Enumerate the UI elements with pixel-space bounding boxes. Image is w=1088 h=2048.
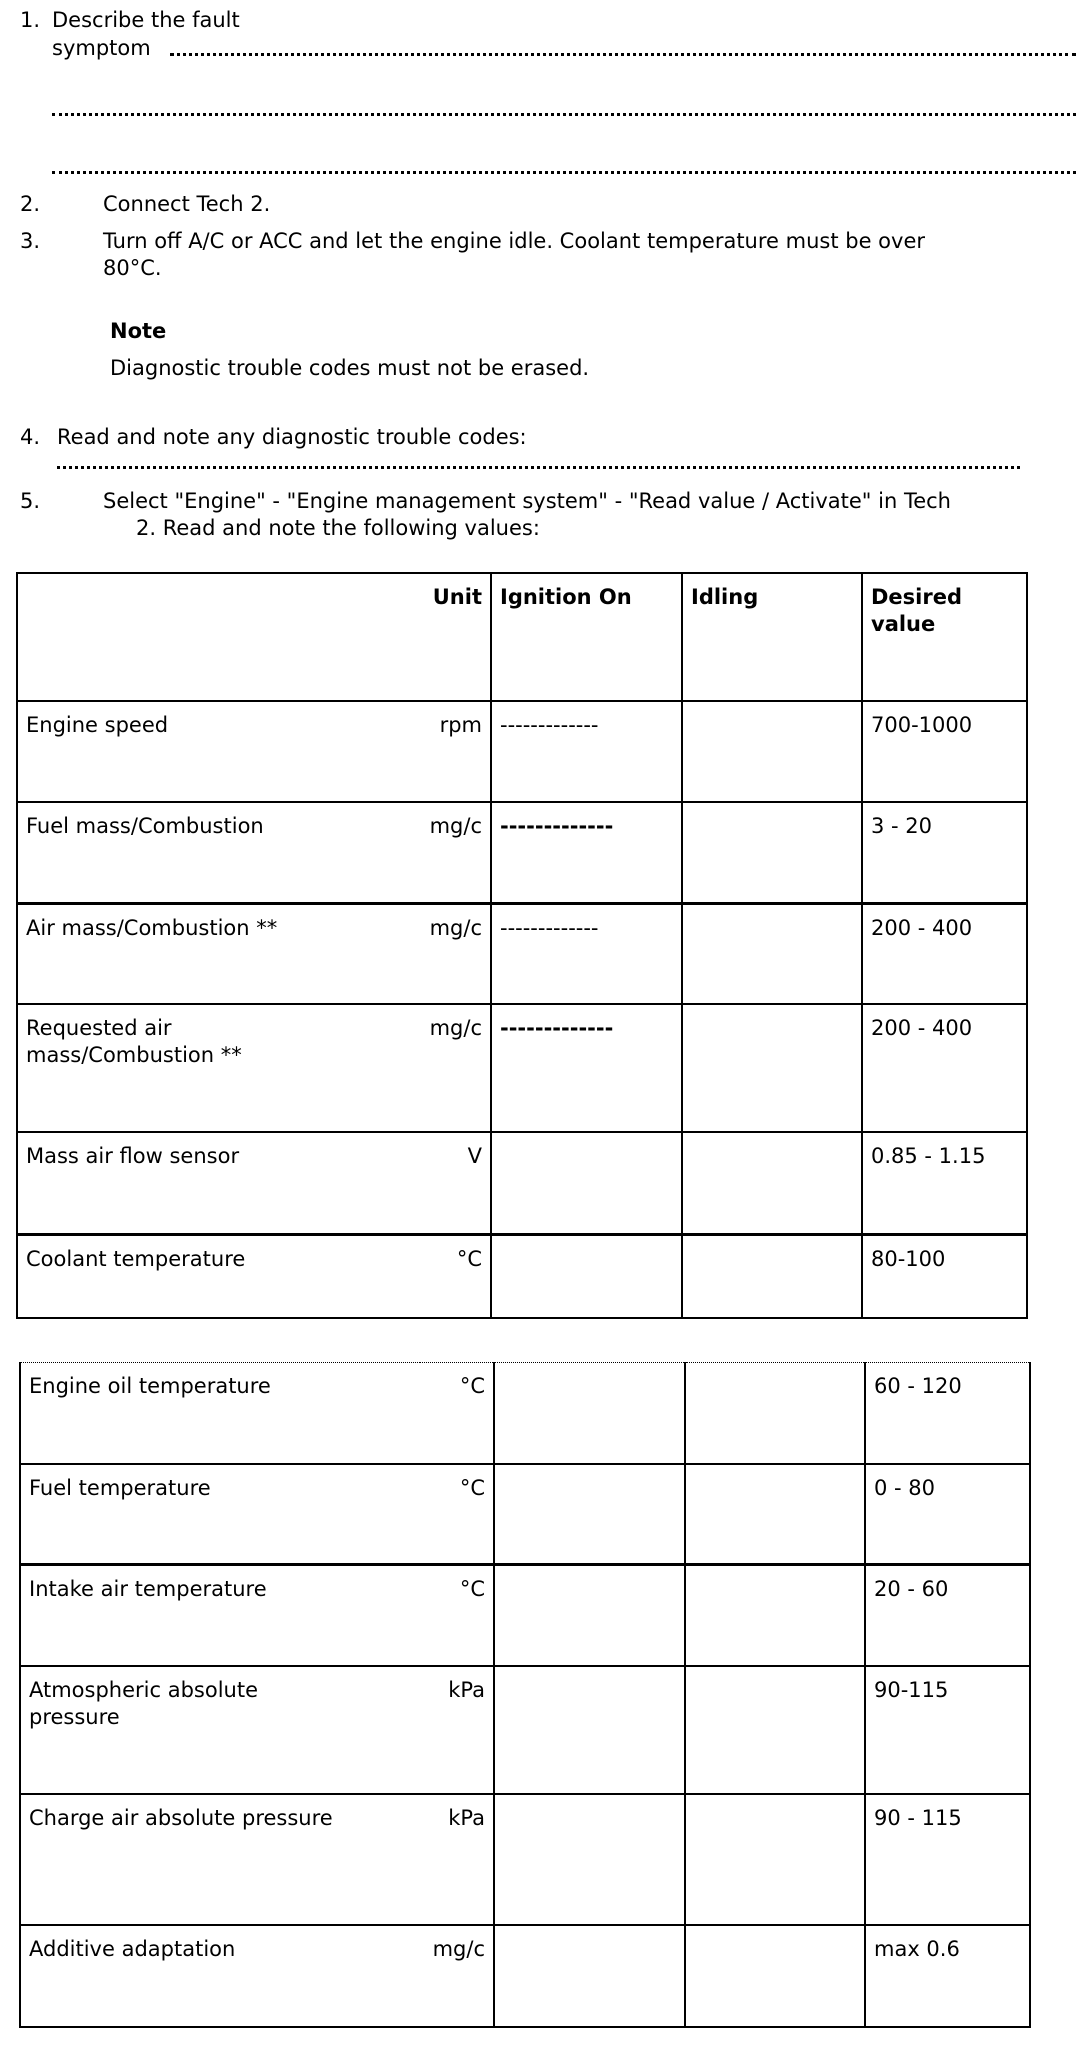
values-table-2 xyxy=(19,1362,1031,2028)
row-unit: mg/c xyxy=(420,1925,494,2027)
row-idling-value[interactable] xyxy=(685,1794,865,1925)
row-idling-value[interactable] xyxy=(682,1132,862,1234)
step-5-text-line2: 2. Read and note the following values: xyxy=(136,516,540,540)
row-unit: mg/c xyxy=(417,802,491,903)
row-parameter: Coolant temperature xyxy=(17,1234,417,1318)
step-3-number: 3. xyxy=(20,229,41,253)
table-row xyxy=(17,1004,1027,1132)
fault-symptom-line-2[interactable] xyxy=(52,113,1076,116)
table-row xyxy=(20,1565,1030,1666)
table-row xyxy=(17,903,1027,1004)
fault-symptom-line-3[interactable] xyxy=(52,171,1076,174)
row-ignition-value[interactable] xyxy=(494,1565,685,1666)
row-idling-value[interactable] xyxy=(682,1004,862,1132)
row-unit: °C xyxy=(420,1464,494,1565)
trouble-codes-line[interactable] xyxy=(57,466,1020,469)
table-header-row xyxy=(17,573,1027,701)
table-row xyxy=(17,701,1027,802)
row-parameter-line1: Requested air xyxy=(26,1016,172,1040)
row-unit: °C xyxy=(417,1234,491,1318)
row-ignition-value[interactable] xyxy=(491,1234,682,1318)
row-idling-value[interactable] xyxy=(685,1363,865,1464)
row-desired-value: 90 - 115 xyxy=(865,1794,1030,1925)
row-ignition-value[interactable]: ------------- xyxy=(491,802,682,903)
row-ignition-value[interactable] xyxy=(494,1363,685,1464)
step-2-text: Connect Tech 2. xyxy=(103,192,271,216)
row-idling-value[interactable] xyxy=(682,1234,862,1318)
row-unit: mg/c xyxy=(417,1004,491,1132)
row-parameter: Engine speed xyxy=(17,701,417,802)
header-parameter-cell xyxy=(17,573,417,701)
values-table-1 xyxy=(16,572,1028,1319)
row-parameter xyxy=(17,1004,417,1132)
step-3-text-line2: 80°C. xyxy=(103,256,162,280)
step-5-text-line1: Select "Engine" - "Engine management system" - "Read value / Activate" in Tech xyxy=(103,489,951,513)
row-idling-value[interactable] xyxy=(685,1464,865,1565)
row-idling-value[interactable] xyxy=(682,802,862,903)
row-parameter: Fuel mass/Combustion xyxy=(17,802,417,903)
row-ignition-value[interactable] xyxy=(491,1132,682,1234)
table-row xyxy=(20,1925,1030,2027)
row-unit: kPa xyxy=(420,1794,494,1925)
row-unit: V xyxy=(417,1132,491,1234)
row-ignition-value[interactable] xyxy=(494,1794,685,1925)
row-ignition-value[interactable]: ------------- xyxy=(491,903,682,1004)
row-unit: kPa xyxy=(420,1666,494,1794)
table-row xyxy=(20,1794,1030,1925)
row-ignition-value[interactable] xyxy=(494,1464,685,1565)
row-desired-value: 60 - 120 xyxy=(865,1363,1030,1464)
row-parameter: Air mass/Combustion ** xyxy=(17,903,417,1004)
row-unit: mg/c xyxy=(417,903,491,1004)
row-desired-value: 80-100 xyxy=(862,1234,1027,1318)
step-1-number: 1. xyxy=(20,8,41,32)
header-desired-line2: value xyxy=(871,612,936,636)
table-row xyxy=(17,1234,1027,1318)
row-parameter: Charge air absolute pressure xyxy=(20,1794,420,1925)
row-ignition-value[interactable]: ------------- xyxy=(491,1004,682,1132)
row-desired-value: 90-115 xyxy=(865,1666,1030,1794)
row-unit: rpm xyxy=(417,701,491,802)
row-unit: °C xyxy=(420,1565,494,1666)
row-desired-value: max 0.6 xyxy=(865,1925,1030,2027)
step-1-text-line2: symptom xyxy=(52,36,151,60)
step-1-text: Describe the fault xyxy=(52,8,240,32)
row-idling-value[interactable] xyxy=(685,1925,865,2027)
table-row xyxy=(17,1132,1027,1234)
header-desired-line1: Desired xyxy=(871,585,963,609)
table-row xyxy=(17,802,1027,903)
note-text: Diagnostic trouble codes must not be erased. xyxy=(110,356,590,380)
row-ignition-value[interactable] xyxy=(494,1925,685,2027)
row-desired-value: 200 - 400 xyxy=(862,903,1027,1004)
row-parameter: Additive adaptation xyxy=(20,1925,420,2027)
note-title: Note xyxy=(110,319,167,343)
table-row xyxy=(20,1666,1030,1794)
row-idling-value[interactable] xyxy=(682,903,862,1004)
row-idling-value[interactable] xyxy=(682,701,862,802)
row-parameter xyxy=(20,1666,420,1794)
row-parameter: Engine oil temperature xyxy=(20,1363,420,1464)
header-idling: Idling xyxy=(682,573,862,701)
row-idling-value[interactable] xyxy=(685,1666,865,1794)
row-parameter: Intake air temperature xyxy=(20,1565,420,1666)
row-ignition-value[interactable] xyxy=(494,1666,685,1794)
row-parameter-line2: pressure xyxy=(29,1704,120,1729)
row-desired-value: 0.85 - 1.15 xyxy=(862,1132,1027,1234)
row-ignition-value[interactable]: ------------- xyxy=(491,701,682,802)
table-row xyxy=(20,1464,1030,1565)
row-parameter-line1: Atmospheric absolute xyxy=(29,1677,259,1702)
row-desired-value: 200 - 400 xyxy=(862,1004,1027,1132)
row-parameter: Fuel temperature xyxy=(20,1464,420,1565)
step-4-number: 4. xyxy=(20,425,41,449)
table-row xyxy=(20,1363,1030,1464)
row-desired-value: 20 - 60 xyxy=(865,1565,1030,1666)
row-desired-value: 3 - 20 xyxy=(862,802,1027,903)
row-desired-value: 700-1000 xyxy=(862,701,1027,802)
fault-symptom-line-1[interactable] xyxy=(170,53,1076,56)
row-unit: °C xyxy=(420,1363,494,1464)
header-desired-value xyxy=(862,573,1027,701)
step-2-number: 2. xyxy=(20,192,41,216)
header-unit: Unit xyxy=(417,573,491,701)
step-4-text: Read and note any diagnostic trouble codes: xyxy=(57,425,527,449)
row-parameter-line2: mass/Combustion ** xyxy=(26,1043,242,1067)
step-3-text-line1: Turn off A/C or ACC and let the engine idle. Coolant temperature must be over xyxy=(103,229,926,253)
step-5-number: 5. xyxy=(20,489,41,513)
row-desired-value: 0 - 80 xyxy=(865,1464,1030,1565)
row-idling-value[interactable] xyxy=(685,1565,865,1666)
header-ignition-on: Ignition On xyxy=(491,573,682,701)
row-parameter: Mass air flow sensor xyxy=(17,1132,417,1234)
